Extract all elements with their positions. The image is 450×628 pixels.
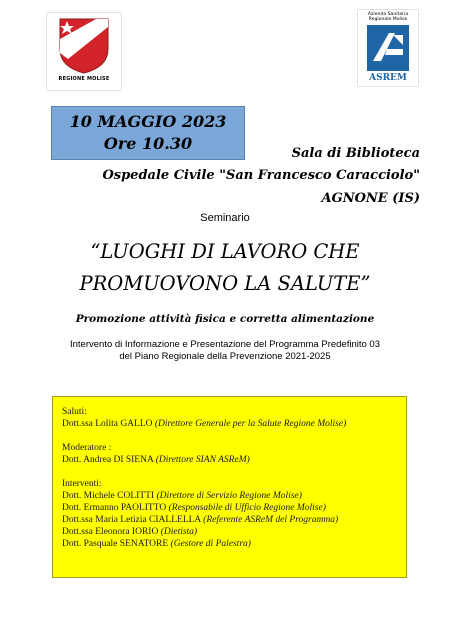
- asrem-logo: [357, 9, 419, 87]
- venue-hospital: Ospedale Civile "San Francesco Caracciolo": [102, 168, 420, 183]
- person-role: (Responsabile di Ufficio Regione Molise): [168, 503, 326, 513]
- regione-molise-logo: [46, 12, 122, 91]
- seminar-subtitle: Promozione attività fisica e corretta alimentazione: [75, 313, 375, 325]
- asrem-org-line2: Regionale Molise: [368, 17, 408, 23]
- program-box: [52, 396, 407, 578]
- person-role: (Gestore di Palestra): [170, 539, 251, 549]
- speaker-entry: [62, 502, 406, 514]
- person-title: Dott.ssa: [62, 527, 93, 537]
- person-name: Lolita GALLO: [95, 419, 153, 429]
- intro-line-2: del Piano Regionale della Prevenzione 2021-2025: [119, 351, 331, 362]
- seminar-title: [0, 236, 450, 300]
- person-role: (Dietista): [160, 527, 198, 537]
- speaker-entry: [62, 490, 406, 502]
- person-name: Eleonora IORIO: [95, 527, 159, 537]
- person-name: Ermanno PAOLITTO: [83, 503, 167, 513]
- greetings-label: Saluti:: [62, 407, 87, 417]
- person-title: Dott.: [62, 539, 82, 549]
- speaker-entry: [62, 526, 406, 538]
- venue-room: Sala di Biblioteca: [291, 146, 420, 161]
- title-line-1: “LUOGHI DI LAVORO CHE: [90, 240, 360, 263]
- seminar-label: Seminario: [200, 212, 250, 224]
- speaker-entry: [62, 514, 406, 526]
- person-role: (Direttore di Servizio Regione Molise): [156, 491, 302, 501]
- person-role: (Direttore SIAN ASReM): [155, 455, 250, 465]
- person-title: Dott.ssa: [62, 419, 93, 429]
- event-date: 10 MAGGIO 2023: [69, 112, 227, 131]
- person-title: Dott.: [62, 503, 82, 513]
- asrem-acronym: ASREM: [369, 73, 407, 83]
- seminar-intro: [0, 339, 450, 363]
- person-title: Dott.ssa: [62, 515, 93, 525]
- person-role: (Referente ASReM del Programma): [203, 515, 339, 525]
- venue-town: AGNONE (IS): [321, 191, 420, 206]
- molise-shield-icon: [58, 17, 110, 75]
- intro-line-1: Intervento di Informazione e Presentazione del Programma Predefinito 03: [70, 339, 380, 350]
- event-time: Ore 10.30: [103, 134, 193, 153]
- asrem-mark-icon: [367, 25, 409, 71]
- asrem-org-name: [358, 12, 418, 22]
- moderator-label: Moderatore :: [62, 443, 112, 453]
- person-title: Dott.: [62, 491, 82, 501]
- person-name: Pasquale SENATORE: [83, 539, 169, 549]
- date-time-box: [51, 106, 245, 160]
- moderator-entry: [62, 454, 406, 466]
- person-name: Maria Letizia CIALLELLA: [95, 515, 201, 525]
- asrem-org-line1: Azienda Sanitaria: [367, 12, 409, 17]
- greeting-entry: [62, 418, 406, 430]
- person-name: Michele COLITTI: [83, 491, 155, 501]
- person-title: Dott.: [62, 455, 82, 465]
- speaker-entry: [62, 538, 406, 550]
- person-name: Andrea DI SIENA: [83, 455, 154, 465]
- speakers-label: Interventi:: [62, 479, 102, 489]
- molise-logo-caption: REGIONE MOLISE: [58, 76, 110, 82]
- person-role: (Direttore Generale per la Salute Regione Molise): [154, 419, 347, 429]
- title-line-2: PROMUOVONO LA SALUTE”: [79, 272, 371, 295]
